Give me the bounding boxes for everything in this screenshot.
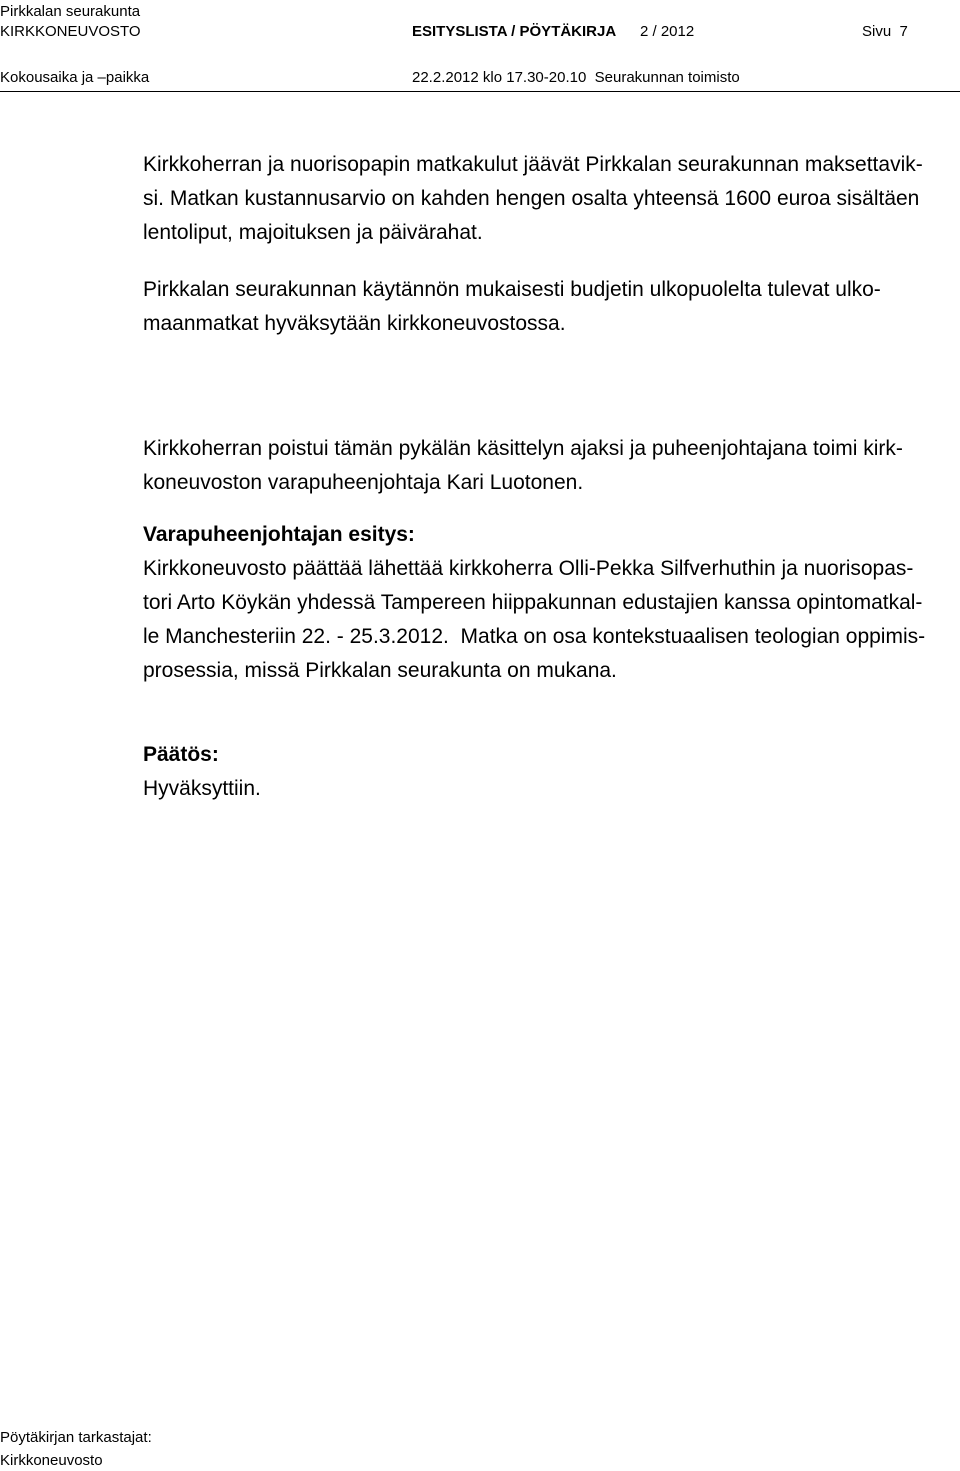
- text-line: Kirkkoherran ja nuorisopapin matkakulut jäävät Pirkkalan seurakunnan maksettavik-: [143, 153, 923, 176]
- paragraph-chair-note: [143, 432, 953, 500]
- header-org: Pirkkalan seurakunta: [0, 3, 141, 20]
- header-doc-number: 2 / 2012: [640, 23, 695, 40]
- footer-value: Kirkkoneuvosto: [0, 1452, 103, 1469]
- paragraph-practice: [143, 273, 953, 341]
- text-line: maanmatkat hyväksytään kirkkoneuvostossa.: [143, 312, 566, 335]
- header-doc-title: ESITYSLISTA / PÖYTÄKIRJA: [412, 23, 617, 40]
- text-line: Kirkkoneuvosto päättää lähettää kirkkoherra Olli-Pekka Silfverhuthin ja nuorisopas-: [143, 557, 914, 580]
- footer-label: Pöytäkirjan tarkastajat:: [0, 1429, 152, 1446]
- text-line: Kirkkoherran poistui tämän pykälän käsittelyn ajaksi ja puheenjohtajana toimi kirk-: [143, 437, 903, 460]
- header-meeting-info: 22.2.2012 klo 17.30-20.10 Seurakunnan toimisto: [412, 69, 740, 86]
- header-divider: [0, 91, 960, 92]
- text-line: le Manchesteriin 22. - 25.3.2012. Matka on osa kontekstuaalisen teologian oppimis-: [143, 625, 926, 648]
- text-line: lentoliput, majoituksen ja päivärahat.: [143, 221, 483, 244]
- header-body: KIRKKONEUVOSTO: [0, 23, 141, 40]
- text-line: Pirkkalan seurakunnan käytännön mukaisesti budjetin ulkopuolelta tulevat ulko-: [143, 278, 881, 301]
- proposal-heading: Varapuheenjohtajan esitys:: [143, 523, 415, 546]
- decision-heading: Päätös:: [143, 743, 219, 766]
- header-page-number: Sivu 7: [862, 23, 908, 40]
- text-line: tori Arto Köykän yhdessä Tampereen hiippakunnan edustajien kanssa opintomatkal-: [143, 591, 923, 614]
- text-line: si. Matkan kustannusarvio on kahden hengen osalta yhteensä 1600 euroa sisältäen: [143, 187, 920, 210]
- paragraph-travel-costs: [143, 148, 953, 250]
- text-line: koneuvoston varapuheenjohtaja Kari Luotonen.: [143, 471, 584, 494]
- decision-text: Hyväksyttiin.: [143, 777, 261, 800]
- decision-section: [143, 738, 953, 806]
- text-line: prosessia, missä Pirkkalan seurakunta on mukana.: [143, 659, 617, 682]
- header-meeting-label: Kokousaika ja –paikka: [0, 69, 150, 86]
- proposal-section: [143, 518, 953, 688]
